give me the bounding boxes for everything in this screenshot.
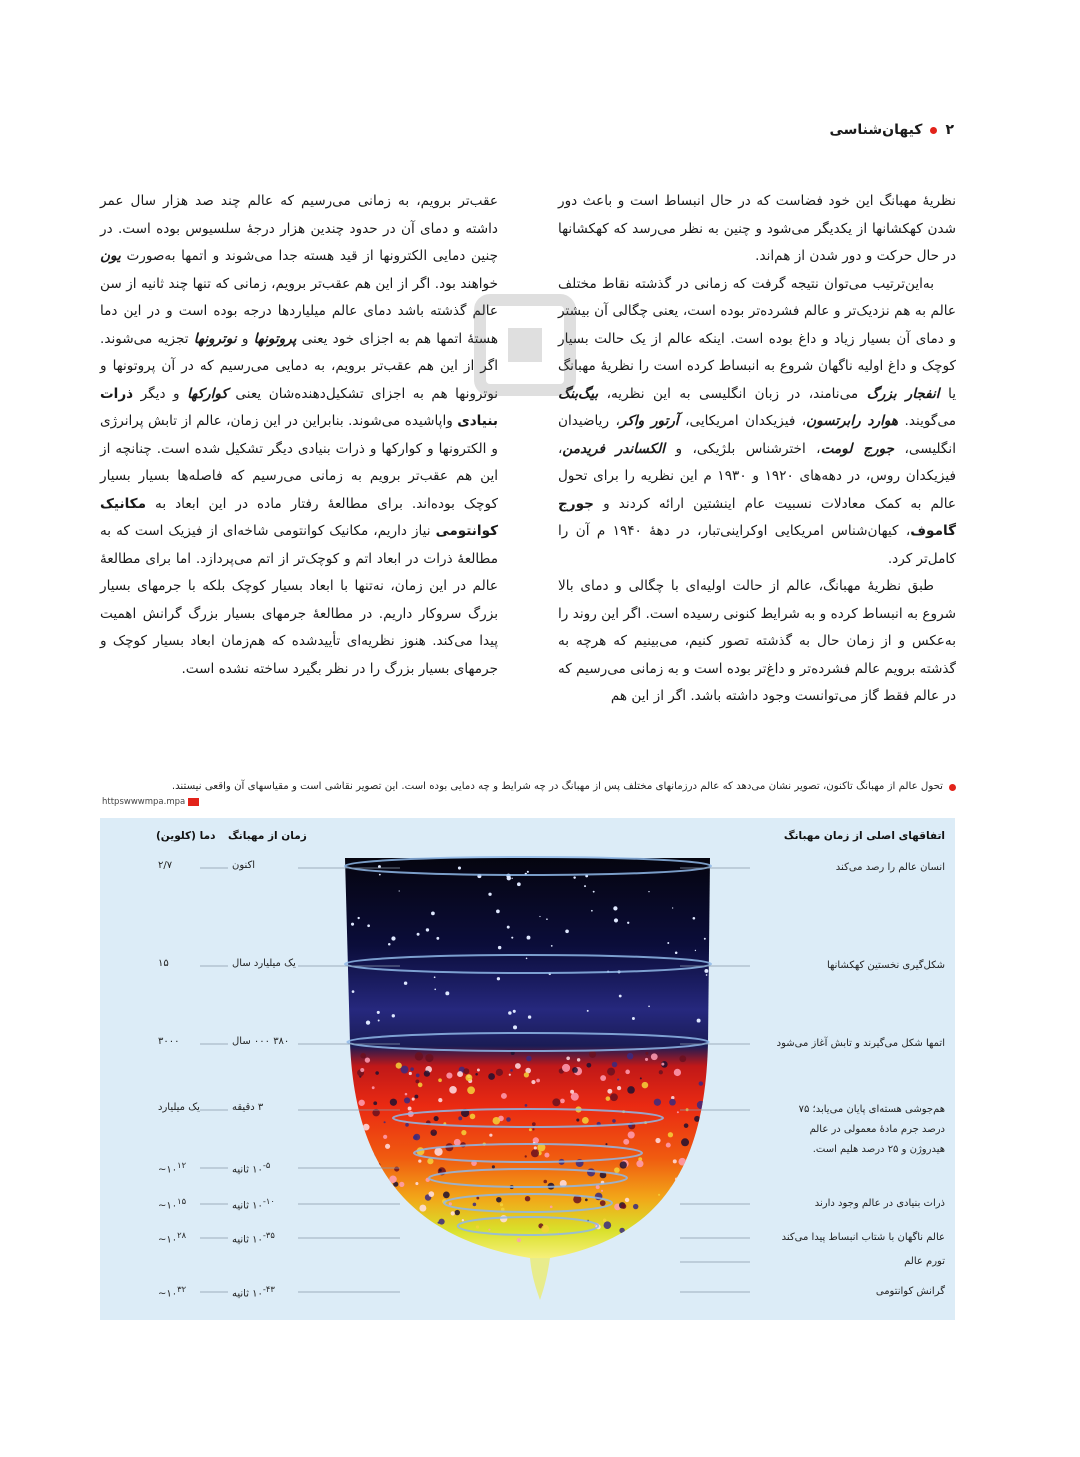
temperature-label: $\sim ۱۰^{۱۵}$ [158,1196,187,1212]
time-label: اکنون [232,860,256,871]
event-label: عالم ناگهان با شتاب انبساط پیدا می‌کند [781,1232,945,1243]
event-label: شکل‌گیری نخستین کهکشانها [826,960,945,971]
time-label: $۱۰^{-۵}$ ثانیه [232,1160,271,1176]
paragraph-1: نظریهٔ مهبانگ این خود فضاست که در حال انبساط است و باعث دور شدن کهکشانها از یکدیگر می‌شود و چنین به نظر می‌رسد که کهکشانها در حال حرکت و دور شدن از هم‌اند. [558,193,956,264]
term-big-bang: انفجار بزرگ [866,385,940,402]
name-lemaitre: جورج لومت [820,440,895,457]
event-label: هم‌جوشی هسته‌ای پایان می‌یابد؛ ۷۵ درصد جرم مادهٔ معمولی در عالم هیدروژن و ۲۵ درصد هلیم است. [798,1104,945,1155]
event-label: ذرات بنیادی در عالم وجود دارند [814,1198,945,1209]
paragraph-3: طبق نظریهٔ مهبانگ، عالم از حالت اولیه‌ای با چگالی و دمای بالا شروع به انبساط کرده و به شرایط کنونی رسیده است. اگر این روند را به‌عکس و از زمان حال به گذشته تصور کنیم، می‌بینیم که هرچه به گذشته برویم عالم فشرده‌تر و داغ‌تر بوده است و به زمانی می‌رسیم که در عالم فقط گاز می‌توانست وجود داشته باشد. اگر از این هم [558,578,956,704]
temperature-label: $\sim ۱۰^{۲۸}$ [158,1230,187,1246]
right-text-column [558,188,956,711]
temperature-label: $\sim ۱۰^{۱۲}$ [158,1160,187,1176]
paragraph-2: به‌این‌ترتیب می‌توان نتیجه گرفت که زمانی در گذشته نقاط مختلف عالم به هم نزدیک‌تر و عالم فشرده‌تر بوده است، یعنی چگالی آن بیشتر و دمای آن بسیار زیاد و داغ بوده است. اینکه عالم از یک حالت بسیار کوچک و داغ اولیه ناگهان شروع به انبساط کرده است را نظریهٔ مهبانگ یا انفجار بزرگ می‌نامند، در زبان انگلیسی به این نظریه، بیگ‌بنگ می‌گویند. هوارد رابرتسون، فیزیکدان امریکایی، آرتور واکر، ریاضیدان انگلیسی، جورج لومت، اخترشناس بلژیکی، و الکساندر فریدمن، فیزیکدان روس، در دهه‌های ۱۹۲۰ و ۱۹۳۰ م این نظریه را برای تحول عالم به کمک معادلات نسبیت عام اینشتین ارائه کردند و جورج گاموف، کیهان‌شناس امریکایی اوکراینی‌تبار، در دههٔ ۱۹۴۰ م آن را کامل‌تر کرد. [558,275,956,567]
bullet-dot-icon [930,127,937,134]
time-label: $۱۰^{-۴۳}$ ثانیه [232,1284,275,1300]
time-label: ۳۸۰ ۰۰۰ سال [232,1036,290,1047]
credit-logo-icon [188,798,199,806]
event-label: اتمها شکل می‌گیرند و تابش آغاز می‌شود [776,1038,945,1049]
header-time: زمان از مهبانگ [228,830,307,842]
chapter-title: کیهان‌شناسی [829,122,923,138]
temperature-label: ۱۵ [158,958,169,969]
temperature-label: یک میلیارد [158,1102,200,1113]
term-ion: یون [100,248,121,264]
temperature-label: ۲/۷ [158,860,173,871]
credit-text: httpswwwmpa.mpa [102,797,186,807]
time-label: $۱۰^{-۳۵}$ ثانیه [232,1230,275,1246]
page-header [829,122,954,138]
term-neutrons: نوترونها [193,330,237,347]
event-label: گرانش کوانتومی [875,1286,945,1297]
event-label: انسان عالم را رصد می‌کند [835,862,945,873]
time-label: یک میلیارد سال [232,958,296,969]
term-protons: پروتونها [253,330,297,347]
page-number: ۲ [945,122,954,138]
time-label: $۱۰^{-۱۰}$ ثانیه [232,1196,275,1212]
name-robertson: هوارد رابرتسون [806,413,899,429]
time-label: ۳ دقیقه [232,1102,264,1113]
caption-bullet-icon [949,784,956,791]
name-gamow: جورج گاموف [558,495,956,539]
term-quantum-mechanics: مکانیک کوانتومی [100,495,498,539]
paragraph-4: عقب‌تر برویم، به زمانی می‌رسیم که عالم چند صد هزار سال عمر داشته و دمای آن در حدود چندین هزار درجهٔ سلسیوس بوده است. در چنین دمایی الکترونها از قید هسته جدا می‌شوند و اتمها به‌صورت یون خواهند بود. اگر از این هم عقب‌تر برویم، زمانی که تنها چند ثانیه از سن عالم گذشته باشد دمای عالم میلیاردها درجه بوده است و در این دما هستهٔ اتمها هم به اجزای خود یعنی پروتونها و نوترونها تجزیه می‌شوند. اگر از این هم عقب‌تر برویم، به دمایی می‌رسیم که در آن پروتونها و نوترونها هم به اجزای تشکیل‌دهنده‌شان یعنی کوارکها و دیگر ذرات بنیادی واپاشیده می‌شوند. بنابراین در این زمان، عالم از تابش پرانرژی و الکترونها و کوارکها و ذرات بنیادی دیگر تشکیل شده است. چنانچه از این هم عقب‌تر برویم به زمانی می‌رسیم که فاصله‌ها بسیار بسیار کوچک بوده‌اند. برای مطالعهٔ رفتار ماده در این ابعاد به مکانیک کوانتومی نیاز داریم، مکانیک کوانتومی شاخه‌ای از فیزیک است که به مطالعهٔ ذرات در ابعاد اتم و کوچک‌تر از اتم می‌پردازد. اما برای مطالعهٔ عالم در این زمان، نه‌تنها با ابعاد بسیار کوچک بلکه با جرمهای بسیار بزرگ سروکار داریم. در مطالعهٔ جرمهای بسیار بزرگ گرانش اهمیت پیدا می‌کند. هنوز نظریه‌ای تأییدشده که هم‌زمان ابعاد بسیار کوچک و جرمهای بسیار بزرگ را در نظر بگیرد ساخته نشده است. [100,193,499,677]
name-friedmann: الکساندر فریدمن [562,440,665,457]
figure-caption [112,779,956,795]
term-fundamental-particles: ذرات بنیادی [100,385,498,429]
caption-text: تحول عالم از مهبانگ تاکنون، تصویر نشان می‌دهد که عالم درزمانهای مختلف پس از مهبانگ در چه شرایط و چه دمایی بوده است. این تصویر نقاشی است و مقیاسهای آن واقعی نیستند. [171,781,943,792]
temperature-label: $\sim ۱۰^{۳۲}$ [158,1284,187,1300]
term-big-bang-en: بیگ‌بنگ [558,385,599,402]
left-text-column [100,188,498,683]
image-credit [102,797,199,807]
universe-evolution-figure [100,818,955,1320]
term-quarks: کوارکها [187,385,228,402]
header-temp: دما (کلوین) [156,830,216,842]
event-label: تورم عالم [904,1256,945,1267]
name-walker: آرتور واکر [619,413,679,429]
header-events: اتفاقهای اصلی از زمان مهبانگ [783,830,945,842]
temperature-label: ۳۰۰۰ [158,1036,180,1047]
